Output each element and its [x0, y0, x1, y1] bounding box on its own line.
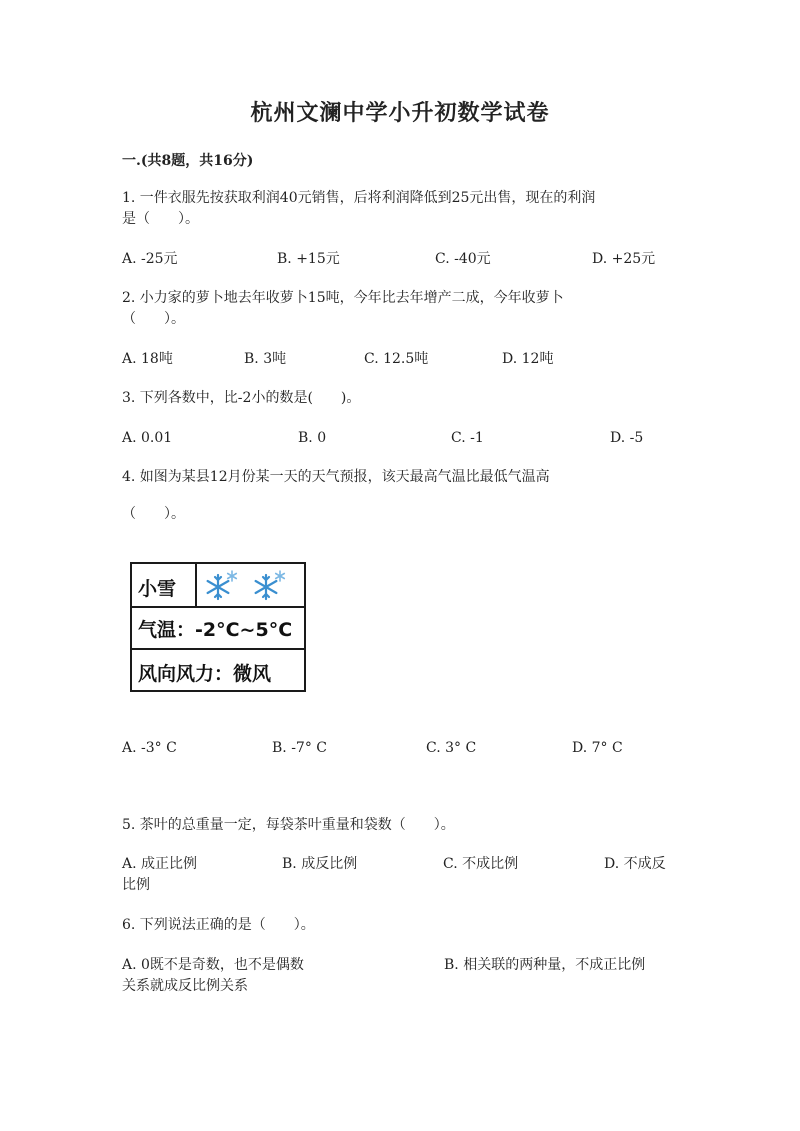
- question-2-line-2: （ ）。: [122, 311, 185, 327]
- question-1-line-1: 1. 一件衣服先按获取利润40元销售，后将利润降低到25元出售，现在的利润: [122, 190, 596, 206]
- question-2-option-c: C. 12.5吨: [364, 351, 429, 367]
- question-4-option-c: C. 3° C: [426, 740, 477, 756]
- weather-forecast-image: [130, 562, 306, 692]
- question-3-option-d: D. -5: [610, 430, 644, 446]
- weather-row-wind: [132, 648, 304, 692]
- question-5-line-1: 5. 茶叶的总重量一定，每袋茶叶重量和袋数（ ）。: [122, 817, 455, 833]
- question-3-option-c: C. -1: [451, 430, 484, 446]
- snowflake-icon: [204, 569, 240, 603]
- question-5-option-c: C. 不成比例: [443, 856, 519, 872]
- question-1-option-a: A. -25元: [122, 251, 178, 267]
- weather-temperature-text: 气温：-2°C~5°C: [138, 619, 293, 641]
- question-6-option-a: A. 0既不是奇数，也不是偶数: [122, 957, 304, 973]
- snowflake-icon: [252, 569, 288, 603]
- section-heading: 一.(共8题，共16分): [122, 153, 254, 169]
- question-1-line-2: 是（ ）。: [122, 211, 199, 227]
- weather-wind-text: 风向风力：微风: [138, 663, 272, 685]
- weather-row-condition: [132, 564, 304, 608]
- question-3-option-a: A. 0.01: [122, 430, 173, 446]
- question-4-option-d: D. 7° C: [572, 740, 623, 756]
- weather-row-temperature: [132, 606, 304, 650]
- question-4-option-b: B. -7° C: [272, 740, 327, 756]
- question-6-option-b: B. 相关联的两种量，不成正比例: [444, 957, 646, 973]
- question-4-line-1: 4. 如图为某县12月份某一天的天气预报，该天最高气温比最低气温高: [122, 469, 550, 485]
- question-5-option-b: B. 成反比例: [282, 856, 358, 872]
- question-1-option-b: B. +15元: [277, 251, 340, 267]
- question-4-line-2: （ ）。: [122, 506, 185, 522]
- question-2-line-1: 2. 小力家的萝卜地去年收萝卜15吨，今年比去年增产二成，今年收萝卜: [122, 290, 564, 306]
- question-2-option-b: B. 3吨: [244, 351, 287, 367]
- question-5-option-d-wrap: 比例: [122, 877, 150, 893]
- page-title: 杭州文澜中学小升初数学试卷: [250, 100, 550, 126]
- question-6-option-b-wrap: 关系就成反比例关系: [122, 978, 248, 994]
- question-1-option-c: C. -40元: [435, 251, 491, 267]
- weather-condition-label: 小雪: [138, 578, 177, 600]
- question-5-option-d: D. 不成反: [604, 856, 666, 872]
- question-3-option-b: B. 0: [298, 430, 327, 446]
- question-4-option-a: A. -3° C: [122, 740, 177, 756]
- question-5-option-a: A. 成正比例: [122, 856, 198, 872]
- question-6-line-1: 6. 下列说法正确的是（ ）。: [122, 917, 315, 933]
- question-3-line-1: 3. 下列各数中，比-2小的数是( )。: [122, 390, 361, 406]
- question-2-option-d: D. 12吨: [502, 351, 554, 367]
- question-1-option-d: D. +25元: [592, 251, 656, 267]
- question-2-option-a: A. 18吨: [122, 351, 173, 367]
